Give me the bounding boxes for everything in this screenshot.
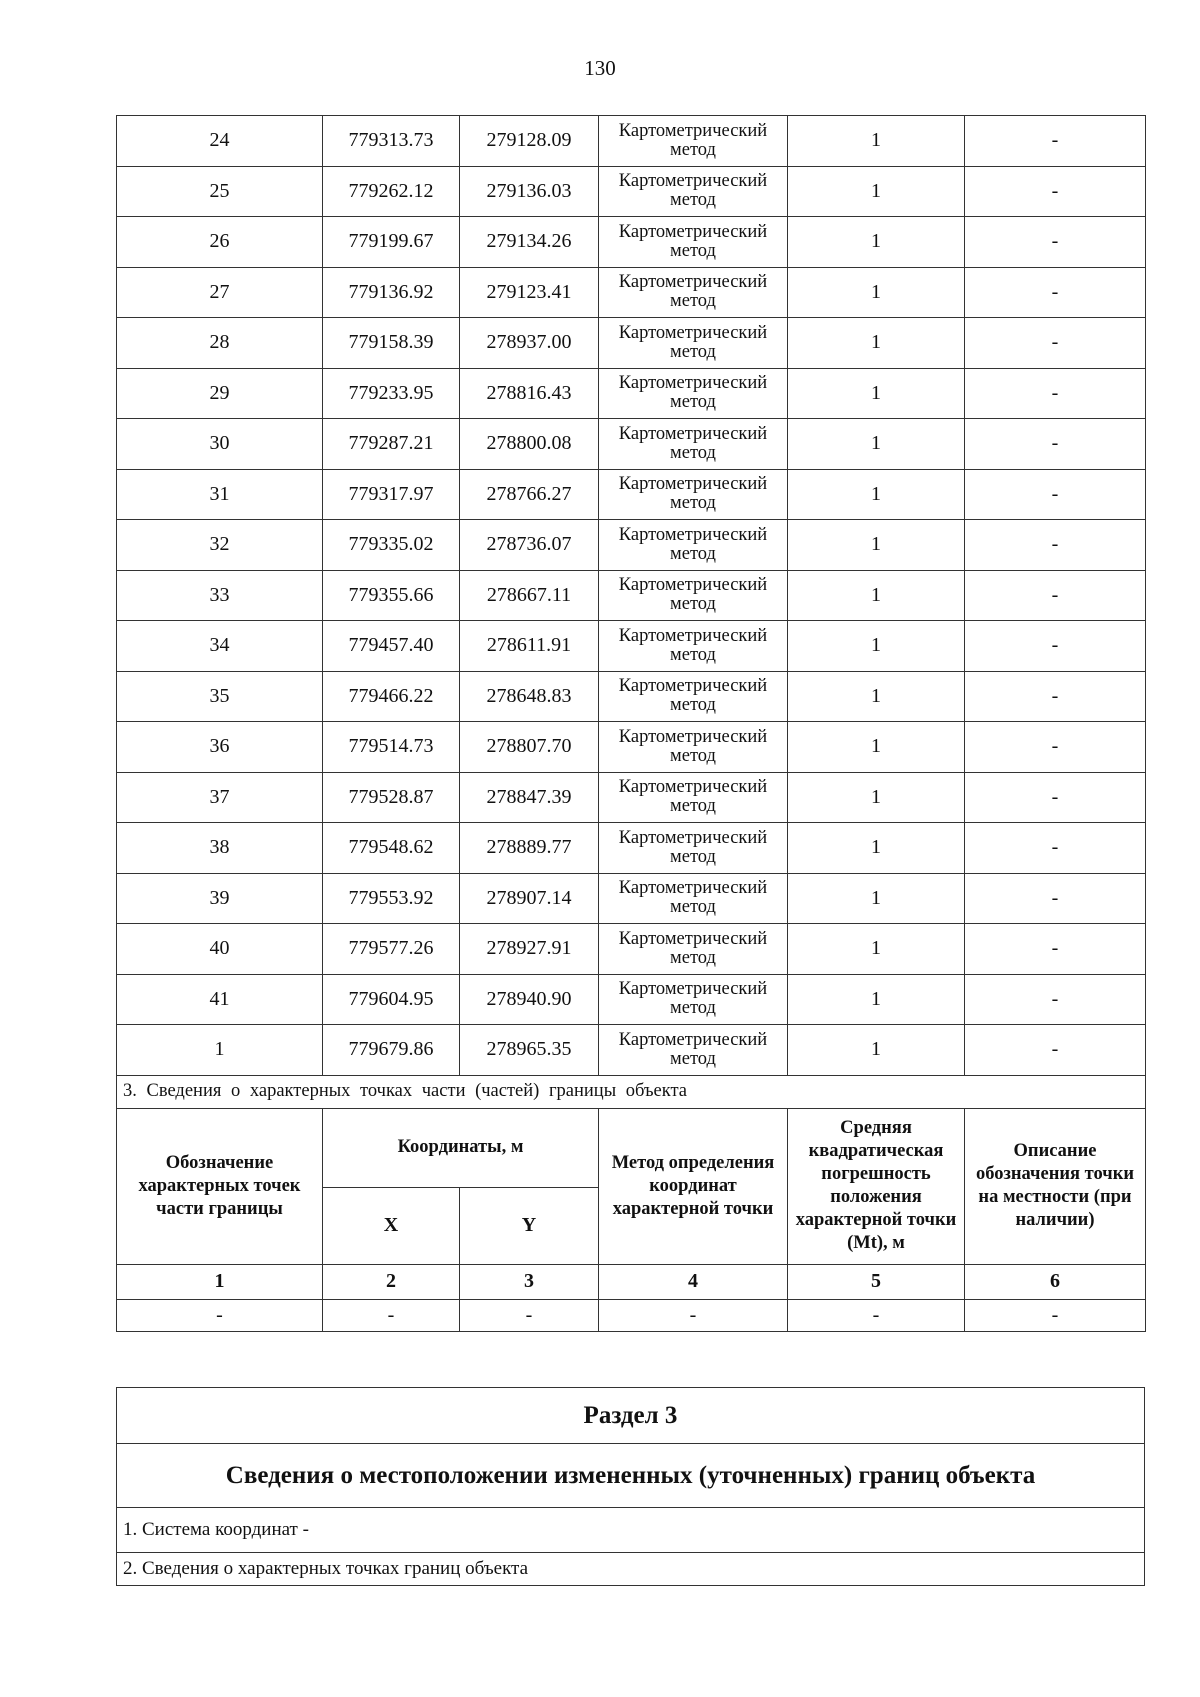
x-coordinate-cell: 779355.66	[323, 570, 460, 621]
y-coordinate-cell: 278736.07	[460, 520, 599, 571]
x-coordinate-cell: 779313.73	[323, 116, 460, 167]
point-number-cell: 26	[117, 217, 323, 268]
table-row	[117, 1025, 1146, 1076]
mt-cell: 1	[788, 116, 965, 167]
method-cell: Картометрический метод	[599, 621, 788, 672]
header-mt: Средняя квадратическая погрешность положения характерной точки (Mt), м	[788, 1108, 965, 1264]
table-row	[117, 772, 1146, 823]
table-row	[117, 469, 1146, 520]
table-row	[117, 671, 1146, 722]
description-cell: -	[965, 469, 1146, 520]
y-coordinate-cell: 279134.26	[460, 217, 599, 268]
x-coordinate-cell: 779577.26	[323, 924, 460, 975]
description-cell: -	[965, 772, 1146, 823]
method-cell: Картометрический метод	[599, 924, 788, 975]
y-coordinate-cell: 278940.90	[460, 974, 599, 1025]
header-designation: Обозначение характерных точек части границы	[117, 1108, 323, 1264]
table-row	[117, 570, 1146, 621]
table-row	[117, 520, 1146, 571]
mt-cell: 1	[788, 1025, 965, 1076]
mt-cell: 1	[788, 318, 965, 369]
mt-cell: 1	[788, 823, 965, 874]
method-cell: Картометрический метод	[599, 772, 788, 823]
method-cell: Картометрический метод	[599, 166, 788, 217]
y-coordinate-cell: 279128.09	[460, 116, 599, 167]
method-cell: Картометрический метод	[599, 1025, 788, 1076]
y-coordinate-cell: 278889.77	[460, 823, 599, 874]
point-number-cell: 40	[117, 924, 323, 975]
description-cell: -	[965, 368, 1146, 419]
column-number: 1	[117, 1264, 323, 1299]
x-coordinate-cell: 779514.73	[323, 722, 460, 773]
description-cell: -	[965, 520, 1146, 571]
y-coordinate-cell: 278907.14	[460, 873, 599, 924]
description-cell: -	[965, 166, 1146, 217]
point-number-cell: 27	[117, 267, 323, 318]
x-coordinate-cell: 779233.95	[323, 368, 460, 419]
mt-cell: 1	[788, 469, 965, 520]
empty-cell: -	[117, 1299, 323, 1331]
mt-cell: 1	[788, 974, 965, 1025]
y-coordinate-cell: 279136.03	[460, 166, 599, 217]
method-cell: Картометрический метод	[599, 823, 788, 874]
y-coordinate-cell: 278611.91	[460, 621, 599, 672]
boundary-points-table	[116, 115, 1146, 1332]
description-cell: -	[965, 217, 1146, 268]
table-row	[117, 823, 1146, 874]
y-coordinate-cell: 278667.11	[460, 570, 599, 621]
description-cell: -	[965, 318, 1146, 369]
x-coordinate-cell: 779199.67	[323, 217, 460, 268]
header-coordinates: Координаты, м	[323, 1108, 599, 1187]
y-coordinate-cell: 278965.35	[460, 1025, 599, 1076]
mt-cell: 1	[788, 621, 965, 672]
x-coordinate-cell: 779158.39	[323, 318, 460, 369]
empty-cell: -	[323, 1299, 460, 1331]
point-number-cell: 29	[117, 368, 323, 419]
description-cell: -	[965, 722, 1146, 773]
point-number-cell: 25	[117, 166, 323, 217]
column-number: 4	[599, 1264, 788, 1299]
x-coordinate-cell: 779604.95	[323, 974, 460, 1025]
x-coordinate-cell: 779335.02	[323, 520, 460, 571]
point-number-cell: 37	[117, 772, 323, 823]
method-cell: Картометрический метод	[599, 368, 788, 419]
column-number: 5	[788, 1264, 965, 1299]
method-cell: Картометрический метод	[599, 318, 788, 369]
y-coordinate-cell: 278847.39	[460, 772, 599, 823]
description-cell: -	[965, 419, 1146, 470]
description-cell: -	[965, 570, 1146, 621]
description-cell: -	[965, 116, 1146, 167]
x-coordinate-cell: 779553.92	[323, 873, 460, 924]
page-number: 130	[584, 56, 616, 80]
table-row	[117, 116, 1146, 167]
y-coordinate-cell: 278816.43	[460, 368, 599, 419]
mt-cell: 1	[788, 419, 965, 470]
description-cell: -	[965, 621, 1146, 672]
description-cell: -	[965, 1025, 1146, 1076]
coordinate-system-line: 1. Система координат -	[117, 1508, 1145, 1553]
table-row	[117, 419, 1146, 470]
description-cell: -	[965, 671, 1146, 722]
column-number: 2	[323, 1264, 460, 1299]
empty-cell: -	[460, 1299, 599, 1331]
header-y: Y	[460, 1187, 599, 1264]
method-cell: Картометрический метод	[599, 116, 788, 167]
table-row	[117, 217, 1146, 268]
point-number-cell: 24	[117, 116, 323, 167]
description-cell: -	[965, 924, 1146, 975]
mt-cell: 1	[788, 217, 965, 268]
table-row	[117, 166, 1146, 217]
mt-cell: 1	[788, 520, 965, 571]
y-coordinate-cell: 278937.00	[460, 318, 599, 369]
table-row	[117, 924, 1146, 975]
method-cell: Картометрический метод	[599, 873, 788, 924]
method-cell: Картометрический метод	[599, 671, 788, 722]
column-number: 6	[965, 1264, 1146, 1299]
empty-cell: -	[599, 1299, 788, 1331]
point-number-cell: 41	[117, 974, 323, 1025]
header-x: X	[323, 1187, 460, 1264]
point-number-cell: 1	[117, 1025, 323, 1076]
table-row	[117, 873, 1146, 924]
point-number-cell: 36	[117, 722, 323, 773]
method-cell: Картометрический метод	[599, 217, 788, 268]
mt-cell: 1	[788, 166, 965, 217]
point-number-cell: 38	[117, 823, 323, 874]
x-coordinate-cell: 779466.22	[323, 671, 460, 722]
method-cell: Картометрический метод	[599, 570, 788, 621]
point-number-cell: 35	[117, 671, 323, 722]
method-cell: Картометрический метод	[599, 469, 788, 520]
x-coordinate-cell: 779679.86	[323, 1025, 460, 1076]
mt-cell: 1	[788, 671, 965, 722]
mt-cell: 1	[788, 267, 965, 318]
section-subtitle: Сведения о местоположении измененных (уточненных) границ объекта	[117, 1444, 1145, 1508]
description-cell: -	[965, 823, 1146, 874]
point-number-cell: 32	[117, 520, 323, 571]
table-row	[117, 974, 1146, 1025]
mt-cell: 1	[788, 924, 965, 975]
description-cell: -	[965, 974, 1146, 1025]
mt-cell: 1	[788, 722, 965, 773]
subsection-3-title: 3. Сведения о характерных точках части (частей) границы объекта	[117, 1075, 1146, 1108]
x-coordinate-cell: 779317.97	[323, 469, 460, 520]
mt-cell: 1	[788, 570, 965, 621]
mt-cell: 1	[788, 368, 965, 419]
method-cell: Картометрический метод	[599, 974, 788, 1025]
boundary-points-line: 2. Сведения о характерных точках границ объекта	[117, 1553, 1145, 1586]
y-coordinate-cell: 278927.91	[460, 924, 599, 975]
point-number-cell: 28	[117, 318, 323, 369]
x-coordinate-cell: 779528.87	[323, 772, 460, 823]
point-number-cell: 30	[117, 419, 323, 470]
empty-cell: -	[965, 1299, 1146, 1331]
x-coordinate-cell: 779287.21	[323, 419, 460, 470]
y-coordinate-cell: 278766.27	[460, 469, 599, 520]
y-coordinate-cell: 278807.70	[460, 722, 599, 773]
y-coordinate-cell: 278800.08	[460, 419, 599, 470]
x-coordinate-cell: 779136.92	[323, 267, 460, 318]
table-row	[117, 267, 1146, 318]
point-number-cell: 34	[117, 621, 323, 672]
method-cell: Картометрический метод	[599, 520, 788, 571]
description-cell: -	[965, 267, 1146, 318]
mt-cell: 1	[788, 873, 965, 924]
header-description: Описание обозначения точки на местности (при наличии)	[965, 1108, 1146, 1264]
method-cell: Картометрический метод	[599, 419, 788, 470]
y-coordinate-cell: 278648.83	[460, 671, 599, 722]
column-number: 3	[460, 1264, 599, 1299]
method-cell: Картометрический метод	[599, 267, 788, 318]
table-row	[117, 621, 1146, 672]
section-title: Раздел 3	[117, 1388, 1145, 1444]
point-number-cell: 39	[117, 873, 323, 924]
y-coordinate-cell: 279123.41	[460, 267, 599, 318]
table-row	[117, 318, 1146, 369]
point-number-cell: 31	[117, 469, 323, 520]
x-coordinate-cell: 779262.12	[323, 166, 460, 217]
mt-cell: 1	[788, 772, 965, 823]
x-coordinate-cell: 779548.62	[323, 823, 460, 874]
header-method: Метод определения координат характерной точки	[599, 1108, 788, 1264]
point-number-cell: 33	[117, 570, 323, 621]
section-3-table	[116, 1387, 1145, 1586]
table-row	[117, 368, 1146, 419]
table-row	[117, 722, 1146, 773]
empty-cell: -	[788, 1299, 965, 1331]
description-cell: -	[965, 873, 1146, 924]
empty-data-row	[117, 1299, 1146, 1331]
column-numbers-row	[117, 1264, 1146, 1299]
method-cell: Картометрический метод	[599, 722, 788, 773]
x-coordinate-cell: 779457.40	[323, 621, 460, 672]
